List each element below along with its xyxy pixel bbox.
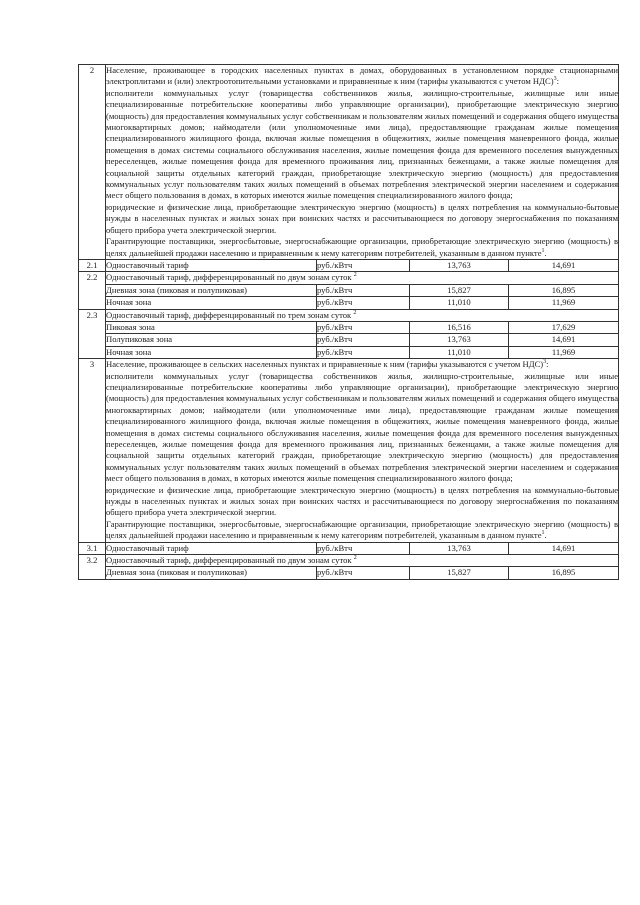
value-cell-1: 15,827 <box>410 567 509 579</box>
value-cell-2: 14,691 <box>509 334 619 346</box>
table-row <box>79 272 619 284</box>
tariff-label: Одноставочный тариф <box>106 542 317 554</box>
tariff-group-label: Одноставочный тариф, дифференцированный по двум зонам суток $^2$ <box>106 555 619 567</box>
value-cell-1: 16,516 <box>410 321 509 333</box>
value-cell-2: 14,691 <box>509 259 619 271</box>
table-row <box>79 567 619 579</box>
table-row <box>79 321 619 333</box>
value-cell-1: 13,763 <box>410 542 509 554</box>
tariff-label: Дневная зона (пиковая и полупиковая) <box>106 567 317 579</box>
unit-cell: руб./кВтч <box>317 284 410 296</box>
section-paragraph: юридические и физические лица, приобретающие электрическую энергию (мощность) в целях потребления на коммунально-бытовые нужды в населенных пунктах и жилых зонах при воинских частях и рассчитывающиеся по договору энергоснабжения по показаниям общего прибора учета электрической энергии. <box>106 484 619 518</box>
section-paragraph: Гарантирующие поставщики, энергосбытовые, энергоснабжающие организации, приобретающие электрическую энергию (мощность) в целях дальнейшей продажи населению и приравненным к нему категориям потребителей, указанным в данном пункте$^1$. <box>106 236 619 258</box>
table-row <box>79 309 619 321</box>
tariff-label: Ночная зона <box>106 346 317 358</box>
row-number: 2.3 <box>79 309 106 359</box>
value-cell-1: 13,763 <box>410 334 509 346</box>
section-number: 3 <box>79 359 106 543</box>
unit-cell: руб./кВтч <box>317 346 410 358</box>
table-row <box>79 346 619 358</box>
unit-cell: руб./кВтч <box>317 567 410 579</box>
value-cell-2: 16,895 <box>509 567 619 579</box>
unit-cell: руб./кВтч <box>317 321 410 333</box>
section-paragraph: исполнители коммунальных услуг (товарищества собственников жилья, жилищно-строительные, жилищные или иные специализированные потребительские кооперативы либо управляющие организации), приобретающие электрическую энергию (мощность) для предоставления коммунальных услуг собственникам и пользователям жилых помещений и содержания общего имущества многоквартирных домов; наймодатели (или уполномоченные ими лица), предоставляющие гражданам жилые помещения специализированного жилищного фонда, включая жилые помещения в общежитиях, жилые помещения маневренного фонда, жилые помещения в домах системы социального обслуживания населения, жилые помещения фонда для временного поселения вынужденных переселенцев, жилые помещения фонда для временного проживания лиц, признанных беженцами, а также жилые помещения для социальной защиты отдельных категорий граждан, приобретающие электрическую энергию (мощность) для предоставления коммунальных услуг пользователям таких жилых помещений в объемах потребления электрической энергии населением и содержания мест общего пользования в домах, в которых имеются жилые помещения специализированного жилого фонда; <box>106 87 619 201</box>
tariff-label: Полупиковая зона <box>106 334 317 346</box>
section-description <box>106 65 619 260</box>
value-cell-1: 11,010 <box>410 297 509 309</box>
unit-cell: руб./кВтч <box>317 259 410 271</box>
section-heading: Население, проживающее в городских населенных пунктах в домах, оборудованных в установленном порядке стационарными электроплитами и (или) электроотопительными установками и приравненные к ним (тарифы указываются с учетом НДС)$^3$: <box>106 65 619 87</box>
tariff-group-label: Одноставочный тариф, дифференцированный по двум зонам суток $^2$ <box>106 272 619 284</box>
value-cell-1: 11,010 <box>410 346 509 358</box>
table-row <box>79 284 619 296</box>
tariff-label: Дневная зона (пиковая и полупиковая) <box>106 284 317 296</box>
table-row <box>79 555 619 567</box>
section-paragraph: юридические и физические лица, приобретающие электрическую энергию (мощность) в целях потребления на коммунально-бытовые нужды в населенных пунктах и жилых зонах при воинских частях и рассчитывающиеся по договору энергоснабжения по показаниям общего прибора учета электрической энергии. <box>106 201 619 235</box>
section-row <box>79 359 619 543</box>
section-heading: Население, проживающее в сельских населенных пунктах и приравненные к ним (тарифы указываются с учетом НДС)$^3$: <box>106 359 549 370</box>
section-paragraph: Гарантирующие поставщики, энергосбытовые, энергоснабжающие организации, приобретающие электрическую энергию (мощность) в целях дальнейшей продажи населению и приравненным к нему категориям потребителей, указанным в данном пункте$^1$. <box>106 518 619 541</box>
section-description <box>106 359 619 543</box>
section-number: 2 <box>79 65 106 260</box>
value-cell-2: 16,895 <box>509 284 619 296</box>
value-cell-2: 14,691 <box>509 542 619 554</box>
unit-cell: руб./кВтч <box>317 297 410 309</box>
value-cell-2: 11,969 <box>509 346 619 358</box>
unit-cell: руб./кВтч <box>317 542 410 554</box>
tariff-table <box>78 64 619 580</box>
tariff-group-label: Одноставочный тариф, дифференцированный по трем зонам суток $^2$ <box>106 309 619 321</box>
table-row <box>79 259 619 271</box>
row-number: 2.1 <box>79 259 106 271</box>
row-number: 3.2 <box>79 555 106 580</box>
section-paragraph: исполнители коммунальных услуг (товарищества собственников жилья, жилищно-строительные, жилищные или иные специализированные потребительские кооперативы либо управляющие организации), приобретающие электрическую энергию (мощность) для предоставления коммунальных услуг собственникам и пользователям жилых помещений и содержания общего имущества многоквартирных домов; наймодатели (или уполномоченные ими лица), предоставляющие гражданам жилые помещения специализированного жилищного фонда, включая жилые помещения в общежитиях, жилые помещения маневренного фонда, жилые помещения в домах системы социального обслуживания населения, жилые помещения фонда для временного поселения вынужденных переселенцев, жилые помещения фонда для временного проживания лиц, признанных беженцами, а также жилые помещения для социальной защиты отдельных категорий граждан, приобретающие электрическую энергию (мощность) для предоставления коммунальных услуг пользователям таких жилых помещений в объемах потребления электрической энергии населением и содержания мест общего пользования в домах, в которых имеются жилые помещения специализированного жилого фонда; <box>106 370 619 484</box>
row-number: 3.1 <box>79 542 106 554</box>
value-cell-2: 11,969 <box>509 297 619 309</box>
value-cell-2: 17,629 <box>509 321 619 333</box>
table-row <box>79 334 619 346</box>
section-row <box>79 65 619 260</box>
table-row <box>79 542 619 554</box>
tariff-label: Пиковая зона <box>106 321 317 333</box>
tariff-label: Одноставочный тариф <box>106 259 317 271</box>
value-cell-1: 15,827 <box>410 284 509 296</box>
tariff-label: Ночная зона <box>106 297 317 309</box>
unit-cell: руб./кВтч <box>317 334 410 346</box>
row-number: 2.2 <box>79 272 106 309</box>
table-row <box>79 297 619 309</box>
value-cell-1: 13,763 <box>410 259 509 271</box>
